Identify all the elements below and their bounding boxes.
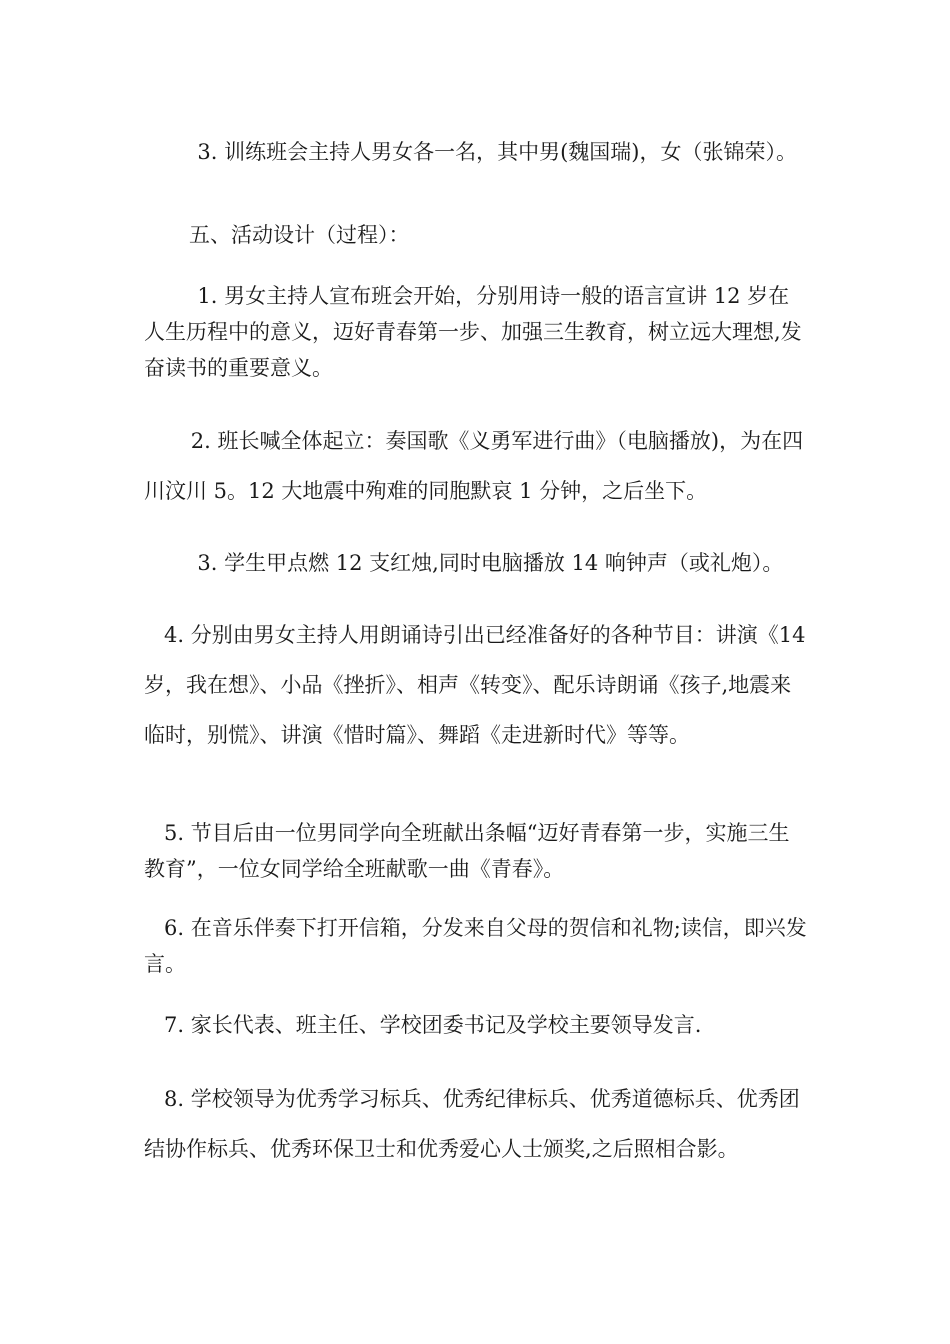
section-heading-activity-design: 五、活动设计（过程）：: [189, 223, 410, 247]
paragraph-step-6: 6. 在音乐伴奏下打开信箱，分发来自父母的贺信和礼物;读信，即兴发言。: [144, 916, 807, 976]
paragraph-step-4: 4. 分别由男女主持人用朗诵诗引出已经准备好的各种节目：讲演《14 岁，我在想》、小品《挫折》、相声《转变》、配乐诗朗诵《孩子,地震来临时，别慌》、讲演《惜时篇》、舞蹈《走进新时代》等等。: [144, 623, 806, 747]
paragraph-step-8: 8. 学校领导为优秀学习标兵、优秀纪律标兵、优秀道德标兵、优秀团结协作标兵、优秀环保卫士和优秀爱心人士颁奖,之后照相合影。: [144, 1087, 800, 1161]
paragraph-step-3: 3. 学生甲点燃 12 支红烛,同时电脑播放 14 响钟声（或礼炮）。: [144, 551, 784, 575]
paragraph-host-training: 3. 训练班会主持人男女各一名，其中男(魏国瑞)，女（张锦荣）。: [144, 140, 797, 164]
paragraph-step-2: 2. 班长喊全体起立：奏国歌《义勇军进行曲》（电脑播放)，为在四川汶川 5。12 大地震中殉难的同胞默哀 1 分钟，之后坐下。: [144, 429, 804, 503]
paragraph-step-5: 5. 节目后由一位男同学向全班献出条幅“迈好青春第一步，实施三生教育”，一位女同学给全班献歌一曲《青春》。: [144, 821, 790, 881]
paragraph-step-1: 1. 男女主持人宣布班会开始，分别用诗一般的语言宣讲 12 岁在人生历程中的意义，迈好青春第一步、加强三生教育，树立远大理想,发奋读书的重要意义。: [144, 284, 802, 380]
paragraph-step-7: 7. 家长代表、班主任、学校团委书记及学校主要领导发言.: [144, 1013, 702, 1037]
